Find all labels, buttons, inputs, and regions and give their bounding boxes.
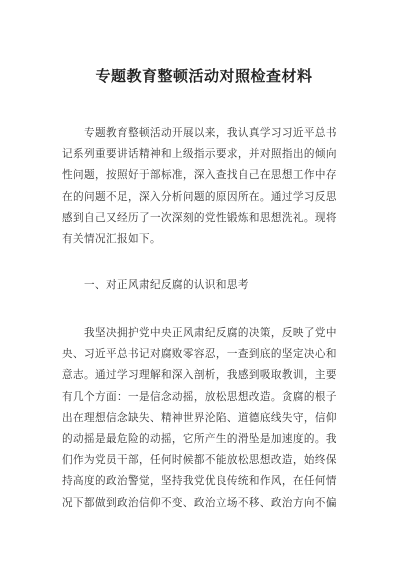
paragraph-line: 记系列重要讲话精神和上级指示要求，并对照指出的倾向 [62,148,337,161]
paragraph-line: 性问题，按照好于部标准，深入查找自己在思想工作中存 [62,169,337,182]
paragraph-line: 们作为党员干部，任何时候都不能放松思想改造，始终保 [62,454,337,467]
paragraph-line: 有关情况汇报如下。 [62,232,161,245]
paragraph-line: 感到自己又经历了一次深刻的党性锻炼和思想洗礼。现将 [62,211,337,224]
paragraph-section-1 [62,323,352,514]
paragraph-line: 央、习近平总书记对腐败零容忍，一查到底的坚定决心和 [62,348,337,361]
section-heading-text: 一、对正风肃纪反腐的认识和思考 [84,279,249,291]
paragraph-line: 专题教育整顿活动开展以来，我认真学习习近平总书 [84,127,337,139]
paragraph-line: 持高度的政治警觉，坚持我党优良传统和作风，在任何情 [62,475,337,488]
paragraph-line: 有几个方面：一是信念动摇，放松思想改造。贪腐的根子 [62,390,337,403]
paragraph-line: 况下都做到政治信仰不变、政治立场不移、政治方向不偏 [62,496,337,509]
paragraph-line: 我坚决拥护党中央正风肃纪反腐的决策，反映了党中 [84,327,337,339]
document-title: 专题教育整顿活动对照检查材料 [95,67,313,85]
paragraph-line: 在的问题不足，深入分析问题的原因所在。通过学习反思 [62,190,337,203]
paragraph-line: 意志。通过学习理解和深入剖析，我感到吸取教训，主要 [62,369,337,382]
paragraph-introduction [62,123,352,250]
paragraph-line: 出在理想信念缺失、精神世界沦陷、道德底线失守，信仰 [62,411,337,424]
paragraph-line: 的动摇是最危险的动摇，它所产生的滑坠是加速度的。我 [62,432,337,445]
section-heading-1 [62,275,352,296]
